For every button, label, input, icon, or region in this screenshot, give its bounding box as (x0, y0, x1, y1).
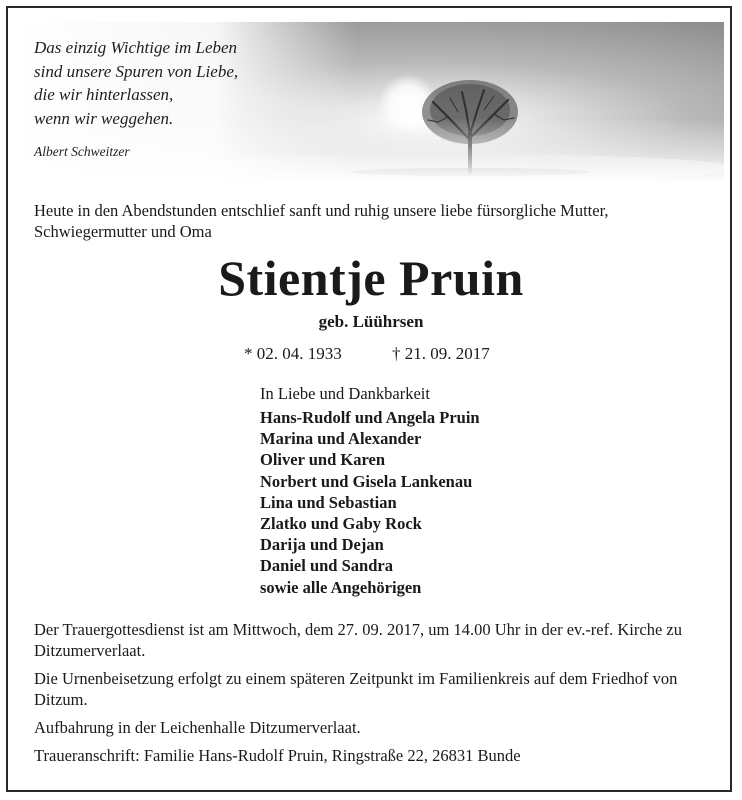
laying-out-text: Aufbahrung in der Leichenhalle Ditzumerverlaat. (34, 718, 361, 737)
urn-burial-text: Die Urnenbeisetzung erfolgt zu einem späteren Zeitpunkt im Familienkreis auf dem Friedhof von Ditzum. (34, 669, 678, 709)
quote-line: die wir hinterlassen, (34, 85, 174, 104)
mourner-name: Oliver und Karen (260, 450, 385, 470)
funeral-service-text: Der Trauergottesdienst ist am Mittwoch, dem 27. 09. 2017, um 14.00 Uhr in der ev.-ref. Kirche zu Ditzumerverlaat. (34, 620, 682, 660)
quote-line: wenn wir weggehen. (34, 108, 174, 128)
deceased-name: Stientje Pruin (218, 250, 524, 306)
memorial-quote (34, 36, 238, 164)
mourner-name: Darija und Dejan (260, 535, 384, 555)
birth-date: * 02. 04. 1933 (244, 344, 342, 363)
life-dates (244, 344, 490, 364)
mourner-name: Marina und Alexander (260, 429, 422, 449)
mourner-name: Norbert und Gisela Lankenau (260, 471, 473, 491)
mourner-name: Daniel und Sandra (260, 556, 393, 576)
quote-line: sind unsere Spuren von Liebe, (34, 61, 239, 81)
birth-name: geb. Lüührsen (318, 312, 424, 331)
intro-text: Heute in den Abendstunden entschlief sanft und ruhig unsere liebe fürsorgliche Mutter, Schwiegermutter und Oma (34, 201, 609, 241)
death-date: † 21. 09. 2017 (392, 344, 490, 363)
mourner-name: sowie alle Angehörigen (260, 577, 422, 597)
quote-author: Albert Schweitzer (34, 144, 130, 159)
mourners-list (260, 383, 480, 598)
mourner-name: Lina und Sebastian (260, 492, 397, 512)
mourning-address: Traueranschrift: Familie Hans-Rudolf Pruin, Ringstraße 22, 26831 Bunde (34, 746, 521, 765)
mourner-name: Hans-Rudolf und Angela Pruin (260, 408, 480, 427)
mourners-lead: In Liebe und Dankbarkeit (260, 384, 430, 403)
quote-line: Das einzig Wichtige im Leben (34, 38, 238, 57)
mourner-name: Zlatko und Gaby Rock (260, 514, 422, 534)
service-info (34, 619, 714, 773)
